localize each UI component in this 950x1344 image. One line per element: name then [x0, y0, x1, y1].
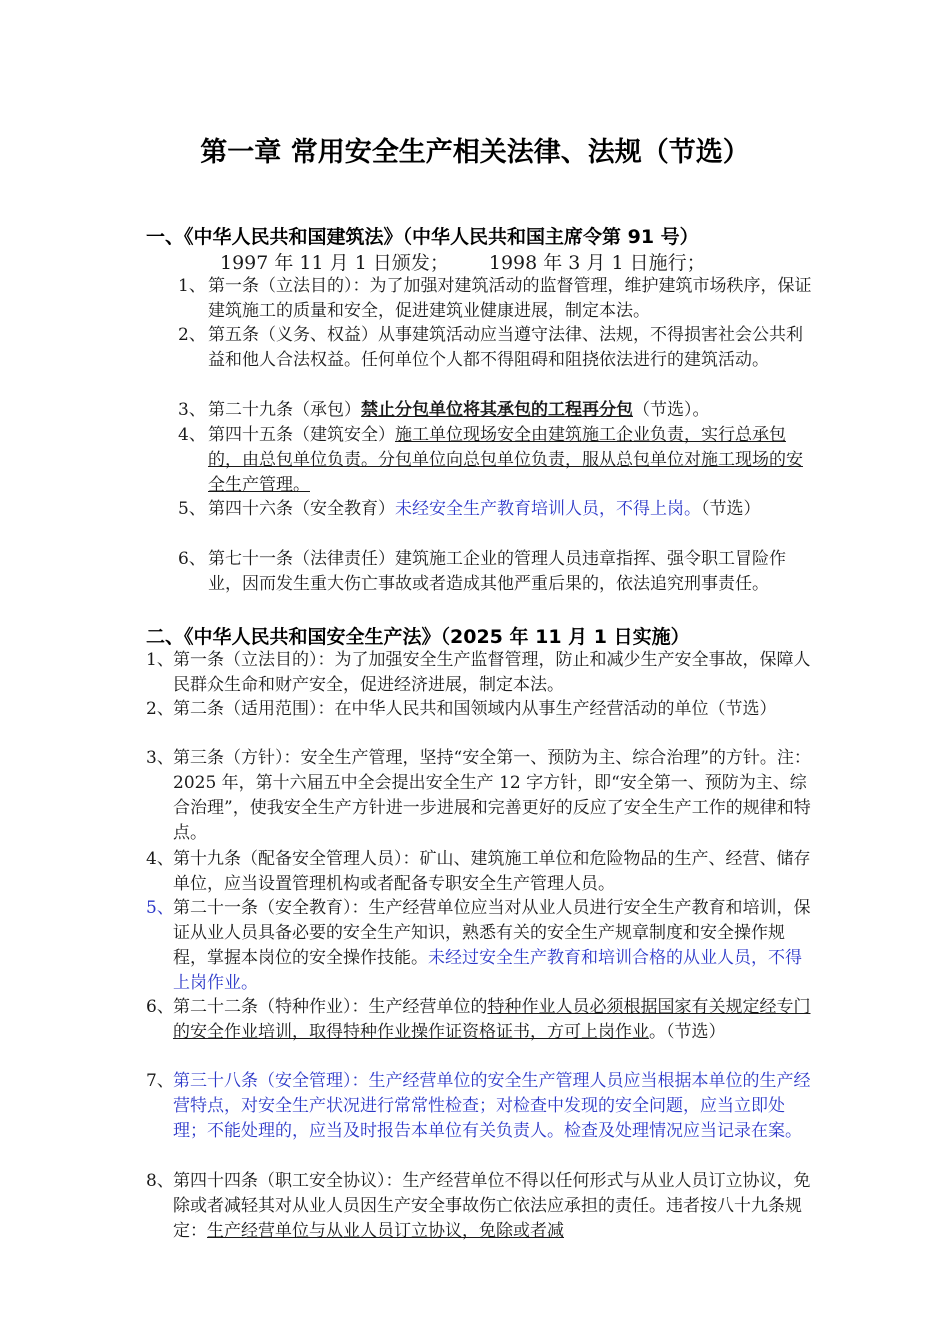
item-text: 第三十八条（安全管理）：	[173, 1071, 369, 1091]
item-number: 5、	[178, 499, 206, 519]
item-number: 2、	[178, 325, 206, 345]
item-text: 第四十五条（建筑安全）	[208, 425, 395, 445]
item-text: 第十九条（配备安全管理人员）：矿山、建筑施工单位和危险物品的生产、经营、储存单位，应当设置管理机构或者配备专职安全生产管理人员。	[173, 849, 811, 894]
emphasized-text: 禁止分包单位将其承包的工程再分包	[361, 400, 633, 420]
item-note: （节选）。	[633, 400, 710, 420]
list-item	[146, 648, 818, 698]
item-note: 。（节选）	[649, 1022, 726, 1042]
effective-date: 1998 年 3 月 1 日施行；	[488, 252, 706, 274]
item-number: 3、	[178, 400, 206, 420]
item-text: 第一条（立法目的）：为了加强对建筑活动的监督管理，维护建筑市场秩序，保证建筑施工的质量和安全，促进建筑业健康进展，制定本法。	[208, 276, 812, 321]
item-number: 1、	[146, 650, 174, 670]
item-number: 3、	[146, 748, 174, 768]
issued-date: 1997 年 11 月 1 日颁发；	[220, 252, 449, 274]
underlined-text: 生产经营单位与从业人员订立协议，免除或者减	[207, 1221, 564, 1241]
list-item	[146, 896, 818, 996]
item-text: 第三条（方针）：安全生产管理，坚持“安全第一、预防为主、综合治理”的方针。注：2025 年，第十六届五中全会提出安全生产 12 字方针，即“安全第一、预防为主、综合治理”，使我安全生产方针进一步进展和完善更好的反应了安全生产工作的规律和特点。	[173, 748, 811, 843]
item-note: （节选）	[701, 499, 761, 519]
item-number: 1、	[178, 276, 206, 296]
item-text: 第二十一条（安全教育）：生产经营单位应当对从业人员进行安全生产教育和培训，保证从业人员具备必要的安全生产知识，熟悉有关的安全生产规章制度和安全操作规程，掌握本岗位的安全操作技能。	[173, 898, 811, 968]
law-dates	[220, 248, 740, 275]
item-number: 4、	[146, 849, 174, 869]
item-number: 6、	[178, 549, 206, 569]
item-number: 5、	[146, 898, 174, 918]
page-title: 第一章 常用安全生产相关法律、法规（节选）	[200, 137, 750, 168]
underlined-text: 特种作业人员必须根据国家有关规定经专门的安全作业培训，取得特种作业操作证资格证书，方可上岗作业	[173, 997, 811, 1042]
list-item	[146, 1169, 818, 1244]
section-heading-safety-law: 二、《中华人民共和国安全生产法》（2025 年 11 月 1 日实施）	[146, 626, 690, 648]
list-item	[178, 423, 814, 498]
item-text: 第四十四条（职工安全协议）：生产经营单位不得以任何形式与从业人员订立协议，免除或者减轻其对从业人员因生产安全事故伤亡依法应承担的责任。违者按八十九条规定：	[173, 1171, 811, 1241]
item-number: 6、	[146, 997, 174, 1017]
list-item	[178, 547, 814, 597]
highlighted-text: 未经安全生产教育培训人员，不得上岗。	[395, 499, 701, 519]
list-item	[178, 497, 814, 522]
list-item	[178, 274, 814, 324]
item-text: 第五条（义务、权益）从事建筑活动应当遵守法律、法规，不得损害社会公共利益和他人合法权益。任何单位个人都不得阻碍和阻挠依法进行的建筑活动。	[208, 325, 803, 370]
list-item	[146, 697, 818, 722]
underlined-text: 施工单位现场安全由建筑施工企业负责，实行总承包的，由总包单位负责。分包单位向总包单位负责，服从总包单位对施工现场的安全生产管理。	[208, 425, 803, 495]
highlighted-text: 生产经营单位的安全生产管理人员应当根据本单位的生产经营特点，对安全生产状况进行常常性检查；对检查中发现的安全问题，应当立即处理；不能处理的，应当及时报告本单位有关负责人。检查及处理情况应当记录在案。	[173, 1071, 811, 1141]
list-item	[178, 323, 814, 373]
list-item	[146, 746, 818, 846]
item-number: 7、	[146, 1071, 174, 1091]
item-text: 第七十一条（法律责任）建筑施工企业的管理人员违章指挥、强令职工冒险作业，因而发生重大伤亡事故或者造成其他严重后果的，依法追究刑事责任。	[208, 549, 786, 594]
item-number: 4、	[178, 425, 206, 445]
item-number: 8、	[146, 1171, 174, 1191]
item-text: 第四十六条（安全教育）	[208, 499, 395, 519]
list-item	[146, 847, 818, 897]
item-text: 第二条（适用范围）：在中华人民共和国领域内从事生产经营活动的单位（节选）	[173, 699, 777, 719]
highlighted-text: 未经过安全生产教育和培训合格的从业人员，不得上岗作业。	[173, 948, 802, 993]
item-text: 第二十二条（特种作业）：生产经营单位的	[173, 997, 488, 1017]
list-item	[146, 995, 818, 1045]
item-text: 第二十九条（承包）	[208, 400, 361, 420]
item-text: 第一条（立法目的）：为了加强安全生产监督管理，防止和减少生产安全事故，保障人民群众生命和财产安全，促进经济进展，制定本法。	[173, 650, 811, 695]
section-heading-construction-law: 一、《中华人民共和国建筑法》（中华人民共和国主席令第 91 号）	[146, 226, 699, 248]
list-item	[146, 1069, 818, 1144]
item-number: 2、	[146, 699, 174, 719]
list-item	[178, 398, 814, 423]
